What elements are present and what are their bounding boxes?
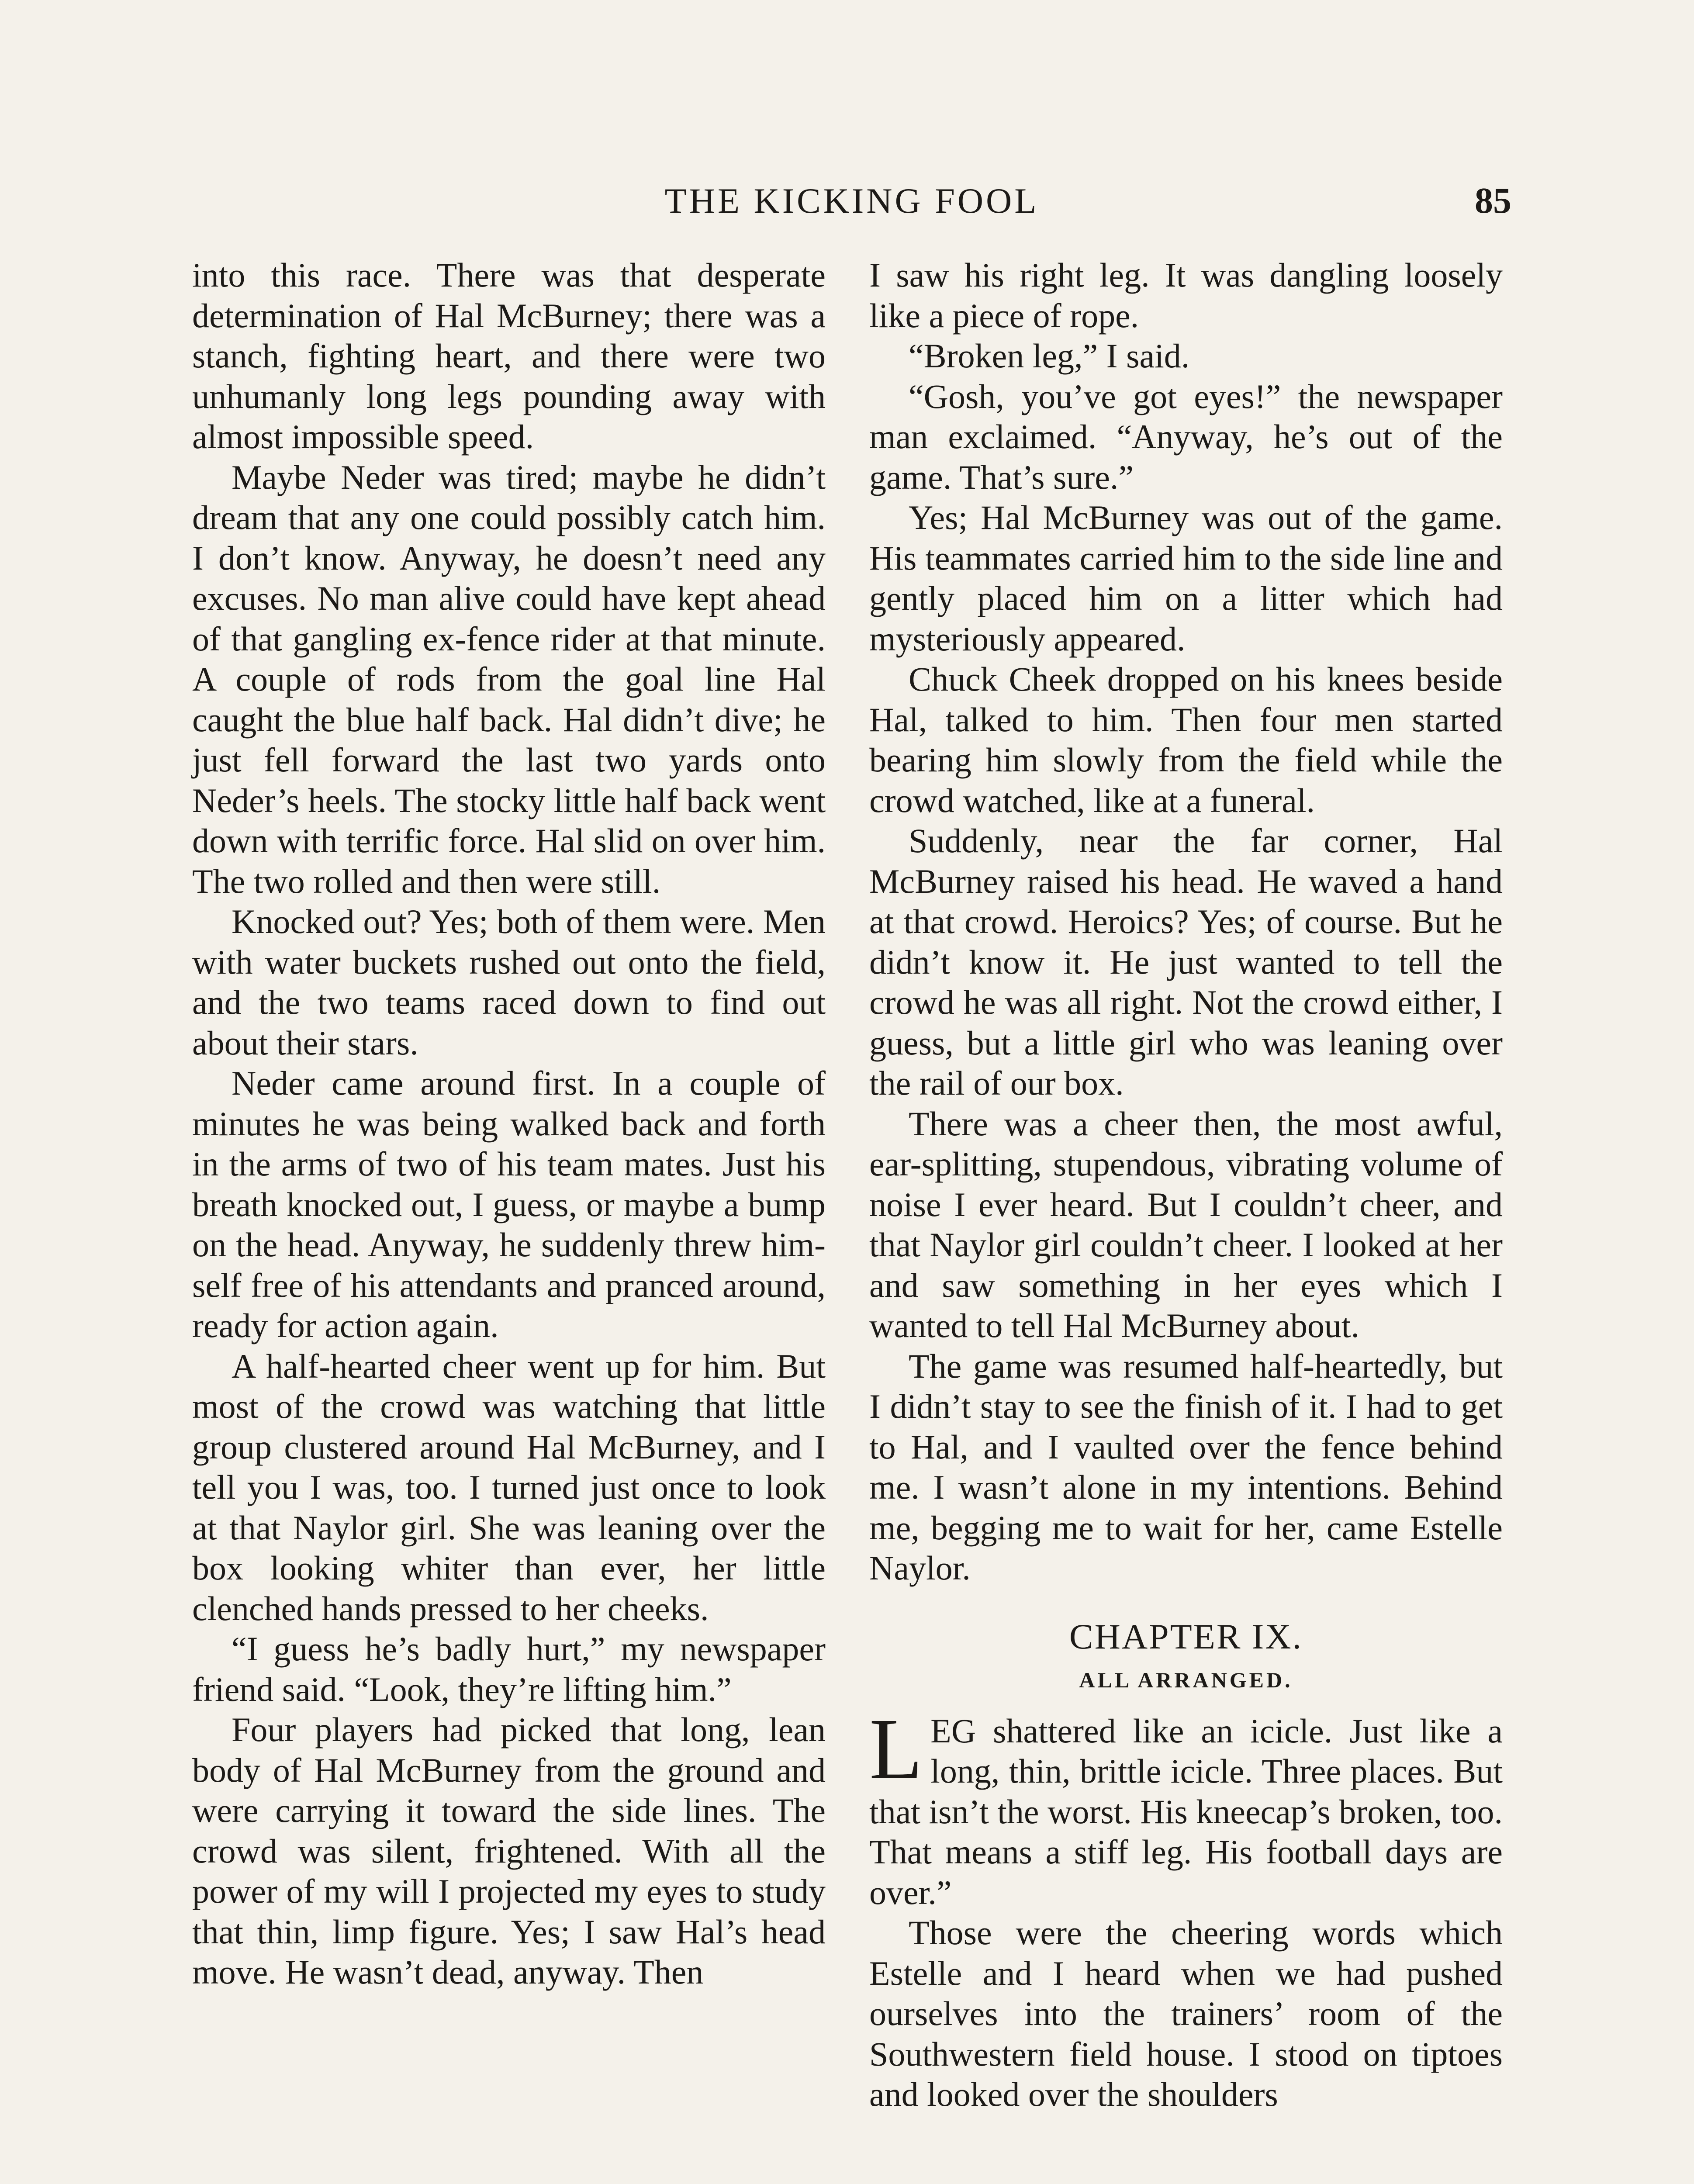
chapter-opening-paragraph — [869, 1700, 1503, 1913]
chapter-opening-text: EG shattered like an icicle. Just like a long, thin, brittle icicle. Three places. But that isn’t the worst. His kneecap’s broken, too. That means a stiff leg. His football days are over.” — [869, 1711, 1503, 1911]
right-column — [869, 255, 1503, 2115]
running-head — [192, 175, 1511, 227]
paragraph: Four players had picked that long, lean body of Hal McBurney from the ground and were carrying it toward the side lines. The crowd was silent, frightened. With all the power of my will I projected my eyes to study that thin, limp figure. Yes; I saw Hal’s head move. He wasn’t dead, anyway. Then — [192, 1711, 826, 1991]
paragraph: “Broken leg,” I said. — [909, 337, 1190, 375]
paragraph: Suddenly, near the far corner, Hal McBurney raised his head. He waved a hand at that crowd. Heroics? Yes; of course. But he didn’t know it. He just wanted to tell the crowd he was all right. Not the crowd either, I guess, but a little girl who was leaning over the rail of our box. — [869, 822, 1503, 1102]
paragraph: A half-hearted cheer went up for him. But most of the crowd was watching that little group clustered around Hal McBurney, and I tell you I was, too. I turned just once to look at that Naylor girl. She was leaning over the box looking whiter than ever, her little clenched hands pressed to her cheeks. — [192, 1347, 826, 1628]
running-title: THE KICKING FOOL — [664, 181, 1039, 221]
paragraph: Maybe Neder was tired; maybe he didn’t dream that any one could possibly catch him. I don’t know. Anyway, he doesn’t need any excuses. No man alive could have kept ahead of that gangling ex-fence rider at that minute. A couple of rods from the goal line Hal caught the blue half back. Hal didn’t dive; he just fell forward the last two yards onto Neder’s heels. The stocky little half back went down with terrific force. Hal slid on over him. The two rolled and then were still. — [192, 458, 826, 900]
paragraph: Yes; Hal McBurney was out of the game. His teammates carried him to the side line and gently placed him on a litter which had mysteriously appeared. — [869, 498, 1503, 658]
drop-cap: L — [869, 1700, 923, 1797]
paragraph: I saw his right leg. It was dangling loosely like a piece of rope. — [869, 256, 1503, 335]
left-column — [192, 255, 826, 1993]
paragraph: into this race. There was that desperate determination of Hal McBurney; there was a stanch, fighting heart, and there were two unhumanly long legs pounding away with almost impossible speed. — [192, 256, 826, 456]
paragraph: Those were the cheering words which Estelle and I heard when we had pushed ourselves into the trainers’ room of the Southwestern field house. I stood on tiptoes and looked over the shoulders — [869, 1914, 1503, 2113]
paragraph: Knocked out? Yes; both of them were. Men with water buckets rushed out onto the field, and the two teams raced down to find out about their stars. — [192, 902, 826, 1062]
paragraph: There was a cheer then, the most awful, ear-splitting, stupendous, vibrating volume of noise I ever heard. But I couldn’t cheer, and that Naylor girl couldn’t cheer. I looked at her and saw something in her eyes which I wanted to tell Hal McBurney about. — [869, 1104, 1503, 1344]
paragraph: Chuck Cheek dropped on his knees beside Hal, talked to him. Then four men started bearing him slowly from the field while the crowd watched, like at a funeral. — [869, 660, 1503, 819]
paragraph: “Gosh, you’ve got eyes!” the newspaper man exclaimed. “Anyway, he’s out of the game. That’s sure.” — [869, 377, 1503, 496]
paragraph: The game was resumed half-heartedly, but I didn’t stay to see the finish of it. I had to get to Hal, and I vaulted over the fence behind me. I wasn’t alone in my intentions. Behind me, begging me to wait for her, came Estelle Naylor. — [869, 1347, 1503, 1587]
page-number: 85 — [1475, 180, 1511, 221]
paragraph: “I guess he’s badly hurt,” my newspaper friend said. “Look, they’re lifting him.” — [192, 1630, 826, 1708]
chapter-subtitle: ALL ARRANGED. — [1079, 1667, 1293, 1692]
paragraph: Neder came around first. In a couple of minutes he was being walked back and forth in the arms of two of his team mates. Just his breath knocked out, I guess, or maybe a bump on the head. Anyway, he suddenly threw himself free of his attendants and pranced around, ready for action again. — [192, 1064, 826, 1344]
chapter-heading: CHAPTER IX. — [1069, 1616, 1303, 1656]
